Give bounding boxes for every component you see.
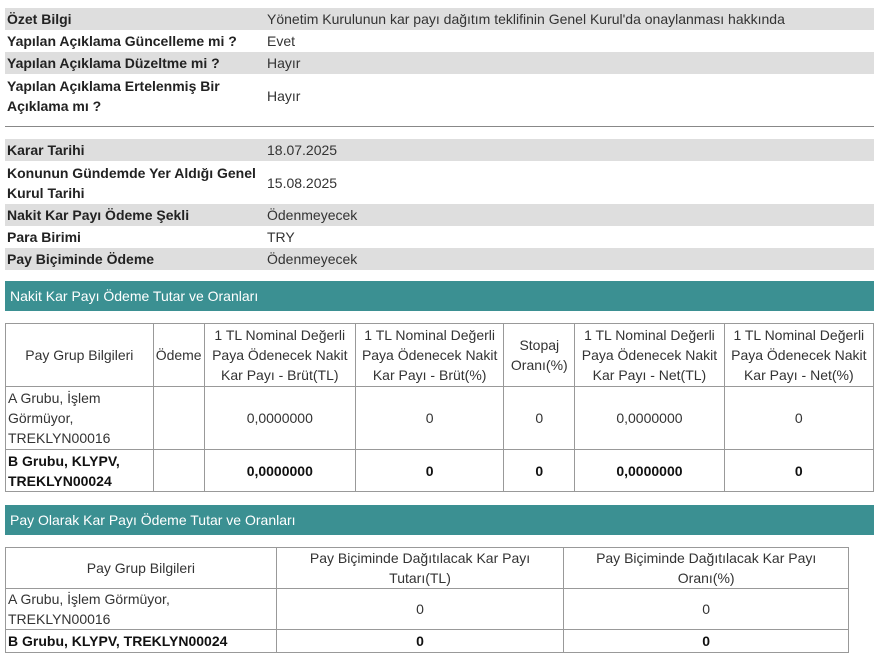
cell-value: 0 xyxy=(355,450,503,492)
cell-group: A Grubu, İşlem Görmüyor, TREKLYN00016 xyxy=(6,387,154,450)
cell-value: 0 xyxy=(355,387,503,450)
summary-block xyxy=(5,8,874,118)
detail-row xyxy=(5,161,874,204)
detail-row xyxy=(5,139,874,161)
header-cell: Ödeme xyxy=(153,324,204,387)
cash-dividend-table xyxy=(5,323,874,492)
cell-value: 0 xyxy=(276,589,564,630)
divider xyxy=(5,126,874,127)
summary-label: Özet Bilgi xyxy=(7,11,72,27)
cell-group: B Grubu, KLYPV, TREKLYN00024 xyxy=(6,450,154,492)
detail-row xyxy=(5,226,874,248)
cell-value: 0 xyxy=(724,450,873,492)
cash-section-header xyxy=(5,281,874,311)
header-cell: Pay Biçiminde Dağıtılacak Kar Payı Tutarı(TL) xyxy=(276,548,564,589)
header-cell: 1 TL Nominal Değerli Paya Ödenecek Nakit Kar Payı - Net(TL) xyxy=(575,324,724,387)
header-cell: 1 TL Nominal Değerli Paya Ödenecek Nakit Kar Payı - Brüt(TL) xyxy=(204,324,355,387)
cell-value: 0 xyxy=(504,387,575,450)
cell-value: 0,0000000 xyxy=(575,387,724,450)
detail-label: Konunun Gündemde Yer Aldığı Genel Kurul Tarihi xyxy=(7,164,256,201)
detail-row xyxy=(5,248,874,270)
cell-value: 0 xyxy=(724,387,873,450)
summary-row xyxy=(5,74,874,118)
cell-group: A Grubu, İşlem Görmüyor, TREKLYN00016 xyxy=(6,589,277,630)
summary-value: Evet xyxy=(267,33,296,49)
summary-row xyxy=(5,52,874,74)
summary-label: Yapılan Açıklama Güncelleme mi ? xyxy=(7,33,237,49)
cell-value: 0 xyxy=(504,450,575,492)
summary-value: Hayır xyxy=(267,55,301,71)
summary-row xyxy=(5,30,874,52)
table-row xyxy=(6,387,874,450)
header-cell: Pay Grup Bilgileri xyxy=(6,324,154,387)
table-row xyxy=(6,630,849,653)
detail-label: Karar Tarihi xyxy=(7,142,85,158)
header-cell: Stopaj Oranı(%) xyxy=(504,324,575,387)
cell-payment xyxy=(153,450,204,492)
share-section-title: Pay Olarak Kar Payı Ödeme Tutar ve Oranları xyxy=(10,512,296,528)
cell-value: 0 xyxy=(564,589,849,630)
share-section-header xyxy=(5,505,874,535)
detail-value: Ödenmeyecek xyxy=(267,251,358,267)
cell-value: 0 xyxy=(564,630,849,653)
table-row xyxy=(6,450,874,492)
detail-label: Para Birimi xyxy=(7,229,81,245)
cell-value: 0,0000000 xyxy=(204,450,355,492)
detail-label: Nakit Kar Payı Ödeme Şekli xyxy=(7,207,190,223)
cell-value: 0,0000000 xyxy=(204,387,355,450)
summary-row xyxy=(5,8,874,30)
details-block xyxy=(5,139,874,270)
cell-payment xyxy=(153,387,204,450)
header-cell: Pay Grup Bilgileri xyxy=(6,548,277,589)
cell-value: 0,0000000 xyxy=(575,450,724,492)
share-dividend-table xyxy=(5,547,849,653)
detail-label: Pay Biçiminde Ödeme xyxy=(7,251,155,267)
detail-value: TRY xyxy=(267,229,295,245)
summary-label: Yapılan Açıklama Ertelenmiş Bir Açıklama mı ? xyxy=(7,78,220,114)
detail-value: 18.07.2025 xyxy=(267,142,338,158)
detail-row xyxy=(5,204,874,226)
summary-label: Yapılan Açıklama Düzeltme mi ? xyxy=(7,55,220,71)
detail-value: 15.08.2025 xyxy=(267,174,338,191)
table-row xyxy=(6,589,849,630)
table-header-row xyxy=(6,324,874,387)
detail-value: Ödenmeyecek xyxy=(267,207,358,223)
table-header-row xyxy=(6,548,849,589)
summary-value: Yönetim Kurulunun kar payı dağıtım teklifinin Genel Kurul'da onaylanması hakkında xyxy=(267,11,785,27)
cell-value: 0 xyxy=(276,630,564,653)
summary-value: Hayır xyxy=(267,88,301,104)
header-cell: 1 TL Nominal Değerli Paya Ödenecek Nakit Kar Payı - Net(%) xyxy=(724,324,873,387)
cash-section-title: Nakit Kar Payı Ödeme Tutar ve Oranları xyxy=(10,288,259,304)
header-cell: 1 TL Nominal Değerli Paya Ödenecek Nakit Kar Payı - Brüt(%) xyxy=(355,324,503,387)
cell-group: B Grubu, KLYPV, TREKLYN00024 xyxy=(6,630,277,653)
header-cell: Pay Biçiminde Dağıtılacak Kar Payı Oranı(%) xyxy=(564,548,849,589)
